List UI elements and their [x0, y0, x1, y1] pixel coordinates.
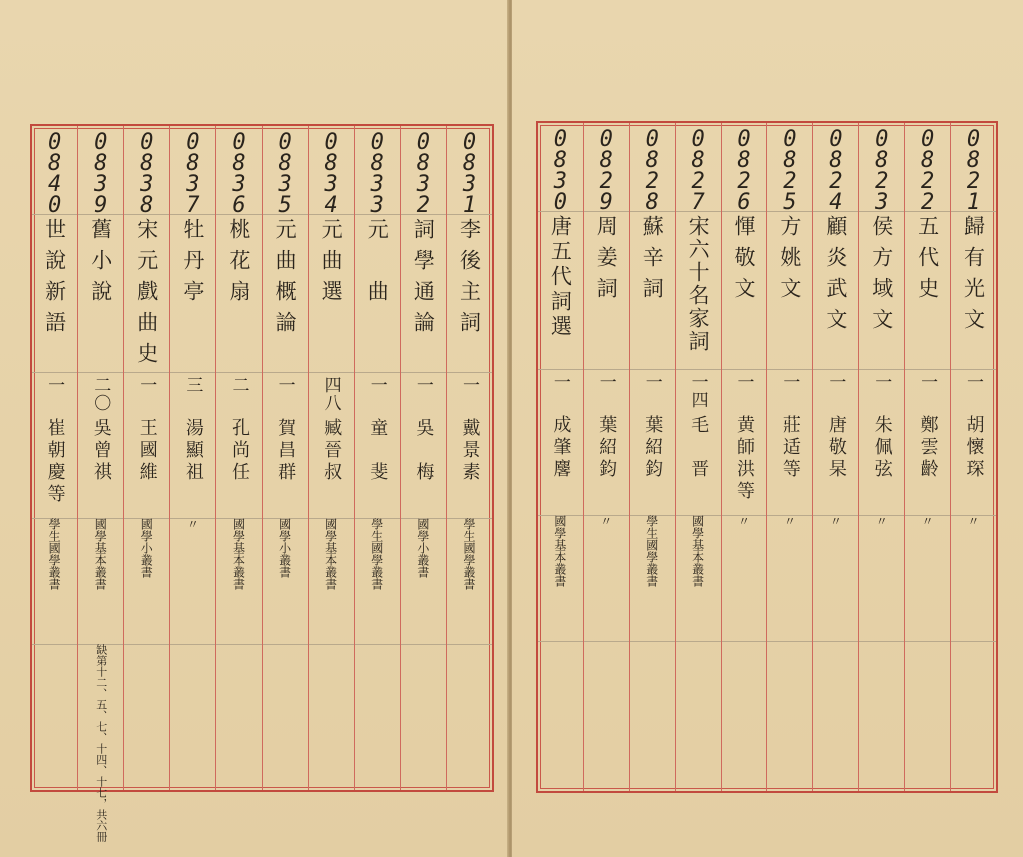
- ledger-column: [262, 126, 308, 790]
- entry-series: 〃: [920, 515, 935, 527]
- entry-title: 舊小說: [88, 218, 113, 311]
- entry-title: 牡丹亭: [180, 218, 205, 311]
- entry-number: 0830: [547, 127, 573, 211]
- entry-author: 臧晉叔: [321, 418, 343, 484]
- entry-author: 湯顯祖: [182, 418, 204, 484]
- entry-title: 元曲選: [319, 218, 344, 311]
- ledger-column: [538, 123, 583, 791]
- ledger-column: [123, 126, 169, 790]
- entry-volumes: 一: [412, 376, 433, 394]
- entry-volumes: 二: [228, 376, 249, 394]
- ledger-column: [766, 123, 812, 791]
- entry-number: 0833: [364, 130, 390, 214]
- entry-author: 毛 晋: [688, 415, 710, 481]
- entry-number: 0831: [456, 130, 482, 214]
- entry-volumes: 一: [44, 376, 65, 394]
- entry-author: 葉紹鈞: [596, 415, 618, 481]
- entry-number: 0840: [42, 130, 68, 214]
- entry-author: 鄭雲齡: [917, 415, 939, 481]
- entry-note: 缺第十二、五、七、十四、十七，共六冊: [94, 644, 108, 842]
- entry-author: 莊适等: [779, 415, 801, 481]
- entry-number: 0837: [180, 130, 206, 214]
- entry-volumes: 四八: [320, 376, 341, 412]
- entry-author: 王國維: [136, 418, 158, 484]
- right-page: [512, 0, 1023, 857]
- entry-title: 李後主詞: [457, 218, 482, 342]
- entry-volumes: 一: [274, 376, 295, 394]
- entry-number: 0836: [226, 130, 252, 214]
- entry-author: 戴景素: [459, 418, 481, 484]
- ledger-column: [400, 126, 446, 790]
- ledger-column: [215, 126, 261, 790]
- ledger-column: [721, 123, 767, 791]
- ledger-column: [354, 126, 400, 790]
- entry-title: 惲敬文: [732, 215, 757, 308]
- entry-title: 宋元戲曲史: [134, 218, 159, 373]
- entry-volumes: 一: [366, 376, 387, 394]
- entry-volumes: 二〇: [90, 376, 111, 412]
- entry-volumes: 一: [963, 373, 984, 391]
- entry-volumes: 一: [136, 376, 157, 394]
- entry-number: 0827: [685, 127, 711, 211]
- entry-volumes: 一四: [687, 373, 708, 409]
- ledger-column: [583, 123, 629, 791]
- entry-series: 國學基本叢書: [323, 518, 338, 590]
- entry-series: 國學小叢書: [277, 518, 292, 578]
- entry-title: 侯方域文: [869, 215, 894, 339]
- ledger-column: [675, 123, 721, 791]
- entry-number: 0823: [869, 127, 895, 211]
- entry-number: 0824: [823, 127, 849, 211]
- entry-author: 賀昌群: [275, 418, 297, 484]
- ledger-column: [169, 126, 215, 790]
- entry-number: 0838: [134, 130, 160, 214]
- right-ledger-frame: [536, 121, 998, 793]
- entry-title: 唐五代詞選: [548, 215, 573, 340]
- entry-series: 〃: [874, 515, 889, 527]
- entry-series: 學生國學叢書: [644, 515, 659, 587]
- entry-series: 〃: [782, 515, 797, 527]
- entry-series: 〃: [966, 515, 981, 527]
- entry-series: 〃: [828, 515, 843, 527]
- entry-author: 胡懷琛: [963, 415, 985, 481]
- ledger-column: [904, 123, 950, 791]
- entry-title: 詞學通論: [411, 218, 436, 342]
- right-ledger-grid: [538, 123, 996, 791]
- entry-number: 0826: [731, 127, 757, 211]
- entry-number: 0828: [639, 127, 665, 211]
- entry-volumes: 一: [549, 373, 570, 391]
- entry-series: 〃: [598, 515, 613, 527]
- left-page: [0, 0, 509, 857]
- entry-title: 蘇辛詞: [640, 215, 665, 308]
- ledger-column: [446, 126, 492, 790]
- entry-author: 崔朝慶等: [44, 418, 66, 506]
- entry-title: 顧炎武文: [823, 215, 848, 339]
- entry-series: 學生國學叢書: [369, 518, 384, 590]
- entry-title: 五代史: [915, 215, 940, 308]
- entry-author: 唐敬杲: [825, 415, 847, 481]
- entry-author: 童 斐: [367, 418, 389, 484]
- entry-title: 桃花扇: [226, 218, 251, 311]
- entry-title: 周姜詞: [594, 215, 619, 308]
- entry-author: 朱佩弦: [871, 415, 893, 481]
- entry-series: 學生國學叢書: [47, 518, 62, 590]
- entry-volumes: 一: [595, 373, 616, 391]
- entry-number: 0835: [272, 130, 298, 214]
- entry-number: 0821: [961, 127, 987, 211]
- ledger-column: [812, 123, 858, 791]
- ledger-column: [858, 123, 904, 791]
- entry-series: 國學小叢書: [415, 518, 430, 578]
- entry-volumes: 一: [917, 373, 938, 391]
- entry-series: 國學基本叢書: [231, 518, 246, 590]
- entry-series: 國學基本叢書: [93, 518, 108, 590]
- entry-number: 0825: [777, 127, 803, 211]
- entry-title: 世說新語: [42, 218, 67, 342]
- ledger-column: [77, 126, 123, 842]
- entry-series: 〃: [736, 515, 751, 527]
- entry-series: 國學基本叢書: [552, 515, 567, 587]
- entry-title: 方姚文: [777, 215, 802, 308]
- entry-number: 0839: [88, 130, 114, 214]
- ledger-column: [32, 126, 77, 790]
- entry-author: 葉紹鈞: [642, 415, 664, 481]
- entry-author: 孔尚任: [228, 418, 250, 484]
- entry-number: 0829: [593, 127, 619, 211]
- entry-volumes: 一: [825, 373, 846, 391]
- ledger-column: [308, 126, 354, 790]
- entry-series: 國學基本叢書: [690, 515, 705, 587]
- entry-author: 成肇麐: [550, 415, 572, 481]
- entry-title: 宋六十名家詞: [686, 215, 711, 353]
- entry-volumes: 一: [733, 373, 754, 391]
- entry-author: 黄師洪等: [734, 415, 756, 503]
- entry-volumes: 一: [871, 373, 892, 391]
- entry-author: 吳 梅: [413, 418, 435, 484]
- ledger-column: [629, 123, 675, 791]
- entry-title: 歸有光文: [961, 215, 986, 339]
- left-ledger-frame: [30, 124, 494, 842]
- entry-author: 吳曾祺: [90, 418, 112, 484]
- entry-volumes: 一: [779, 373, 800, 391]
- entry-title: 元 曲: [365, 218, 390, 311]
- left-ledger-grid: [32, 126, 492, 842]
- entry-number: 0822: [915, 127, 941, 211]
- entry-volumes: 一: [458, 376, 479, 394]
- entry-series: 國學小叢書: [139, 518, 154, 578]
- ledger-column: [950, 123, 996, 791]
- entry-title: 元曲概論: [273, 218, 298, 342]
- entry-series-ditto: 〃: [185, 518, 200, 530]
- entry-number: 0834: [318, 130, 344, 214]
- entry-series: 學生國學叢書: [461, 518, 476, 590]
- entry-volumes: 一: [641, 373, 662, 391]
- entry-volumes: 三: [182, 376, 203, 394]
- entry-number: 0832: [410, 130, 436, 214]
